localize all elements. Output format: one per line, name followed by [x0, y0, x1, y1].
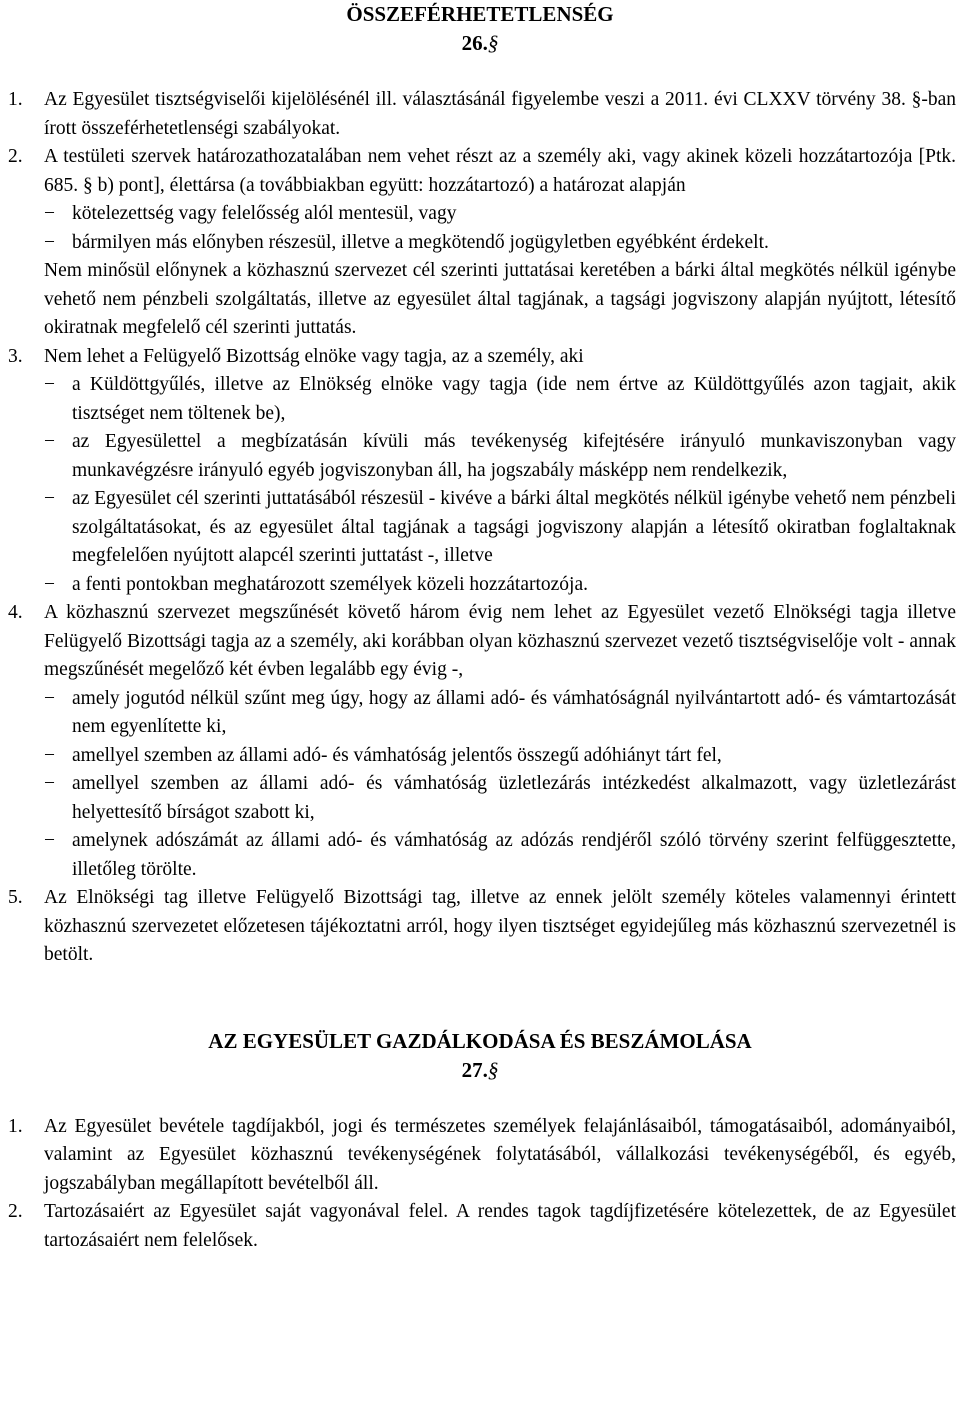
item-intro: A testületi szervek határozathozatalában nem vehet részt az a személy aki, vagy akinek közeli hozzátartozója [Ptk. 685. § b) pont], élettársa (a továbbiakban együtt: hozzátartozó) a határozat alapján: [44, 146, 956, 196]
dash-text: kötelezettség vagy felelősség alól mentesül, vagy: [72, 203, 457, 224]
section-number: [4, 29, 956, 58]
list-item: [4, 884, 956, 970]
dash-mark: −: [44, 830, 55, 851]
dash-list: [44, 685, 956, 885]
dash-mark: −: [44, 687, 55, 709]
dash-item: [44, 229, 956, 258]
section-title: ÖSSZEFÉRHETETLENSÉG: [346, 2, 614, 26]
section-sign: §: [487, 1057, 499, 1082]
dash-mark: −: [44, 744, 55, 766]
item-number: 5.: [8, 887, 23, 908]
dash-mark: −: [44, 431, 55, 452]
list-item: [4, 343, 956, 600]
dash-text: amely jogutód nélkül szűnt meg úgy, hogy az állami adó- és vámhatóságnál nyilvántartott adó- és vámtartozását nem egyenlítette ki,: [72, 687, 956, 737]
item-intro: Nem lehet a Felügyelő Bizottság elnöke vagy tagja, az a személy, aki: [44, 345, 584, 367]
dash-item: [44, 770, 956, 827]
dash-item: [44, 371, 956, 428]
section-number-value: 27.: [461, 1057, 488, 1082]
section-number-value: 26.: [461, 31, 488, 55]
item-intro: A közhasznú szervezet megszűnését követő három évig nem lehet az Egyesület vezető Elnökségi tagja illetve Felügyelő Bizottsági tagja az a személy, aki korábban olyan közhasznú szervezet vezető tisztségviselője volt - annak megszűnését megelőző két évben legalább egy évig -,: [44, 602, 956, 680]
dash-item: [44, 485, 956, 571]
item-number: 2.: [8, 146, 23, 167]
dash-mark: −: [44, 488, 55, 509]
item-number: 2.: [8, 1201, 23, 1222]
section-27-list: [4, 1113, 956, 1256]
dash-text: a fenti pontokban meghatározott személyek közeli hozzátartozója.: [72, 573, 588, 595]
section-title: AZ EGYESÜLET GAZDÁLKODÁSA ÉS BESZÁMOLÁSA: [208, 1028, 752, 1053]
dash-list: [44, 371, 956, 599]
item-text: Az Egyesület bevétele tagdíjakból, jogi és természetes személyek felajánlásaiból, támogatásaiból, adományaiból, valamint az Egyesület közhasznú tevékenységének folytatásából, vállalkozási tevékenységéből, és egyéb, jogszabályban megállapított bevételből áll.: [44, 1115, 956, 1194]
item-tail: Nem minősül előnynek a közhasznú szervezet cél szerinti juttatásai keretében a bárki által megkötés nélkül igénybe vehető nem pénzbeli szolgáltatás, illetve az egyesület által tagjának, a tagsági jogviszony alapján nyújtott, létesítő okiratnak megfelelő cél szerinti juttatás.: [44, 260, 956, 338]
section-number: [4, 1056, 956, 1085]
item-text: Az Egyesület tisztségviselői kijelölésénél ill. választásánál figyelembe veszi a 2011. évi CLXXV törvény 38. §-ban írott összeférhetetlenségi szabályokat.: [44, 89, 956, 139]
dash-text: amellyel szemben az állami adó- és vámhatóság jelentős összegű adóhiányt tárt fel,: [72, 744, 722, 766]
item-number: 3.: [8, 345, 23, 367]
dash-item: [44, 685, 956, 742]
list-item: [4, 599, 956, 884]
dash-item: [44, 571, 956, 600]
item-number: 1.: [8, 1115, 23, 1137]
list-item: [4, 1113, 956, 1199]
spacer: [4, 970, 956, 1027]
list-item: [4, 86, 956, 143]
list-item: [4, 1198, 956, 1255]
dash-item: [44, 827, 956, 884]
dash-mark: −: [44, 374, 55, 395]
list-item: [4, 143, 956, 343]
item-number: 4.: [8, 602, 23, 623]
item-text: Tartozásaiért az Egyesület saját vagyonával felel. A rendes tagok tagdíjfizetésére kötelezettek, de az Egyesület tartozásaiért nem felelősek.: [44, 1201, 956, 1251]
dash-text: amellyel szemben az állami adó- és vámhatóság üzletlezárás intézkedést alkalmazott, vagy üzletlezárást helyettesítő bírságot szabott ki,: [72, 773, 956, 823]
dash-text: bármilyen más előnyben részesül, illetve a megkötendő jogügyletben egyébként érdekelt.: [72, 231, 769, 253]
dash-mark: −: [44, 231, 55, 253]
spacer: [4, 58, 956, 86]
dash-mark: −: [44, 203, 55, 224]
item-text: Az Elnökségi tag illetve Felügyelő Bizottsági tag, illetve az ennek jelölt személy köteles valamennyi érintett közhasznú szervezetet előzetesen tájékoztatni arról, hogy ilyen tisztséget egyidejűleg más közhasznú szervezetnél is betölt.: [44, 887, 956, 965]
dash-text: amelynek adószámát az állami adó- és vámhatóság az adózás rendjéről szóló törvény szerint felfüggesztette, illetőleg törölte.: [72, 830, 956, 880]
section-sign: §: [487, 31, 499, 55]
dash-item: [44, 200, 956, 229]
spacer: [4, 1085, 956, 1113]
section-26-list: [4, 86, 956, 970]
dash-list: [44, 200, 956, 257]
dash-mark: −: [44, 573, 55, 595]
dash-item: [44, 428, 956, 485]
dash-item: [44, 742, 956, 771]
dash-mark: −: [44, 773, 55, 794]
dash-text: a Küldöttgyűlés, illetve az Elnökség elnöke vagy tagja (ide nem értve az Küldöttgyűlés azon tagjait, akik tisztséget nem töltenek be),: [72, 374, 956, 424]
dash-text: az Egyesülettel a megbízatásán kívüli más tevékenység kifejtésére irányuló munkaviszonyban vagy munkavégzésre irányuló egyéb jogviszonyban áll, ha jogszabály másképp nem rendelkezik,: [72, 431, 956, 481]
item-number: 1.: [8, 89, 23, 110]
dash-text: az Egyesület cél szerinti juttatásából részesül - kivéve a bárki által megkötés nélkül igénybe vehető nem pénzbeli szolgáltatásokat, és az egyesület által tagjának a tagsági jogviszony alapján a létesítő okiratban foglaltaknak megfelelően nyújtott alapcél szerinti juttatást -, illetve: [72, 488, 956, 566]
